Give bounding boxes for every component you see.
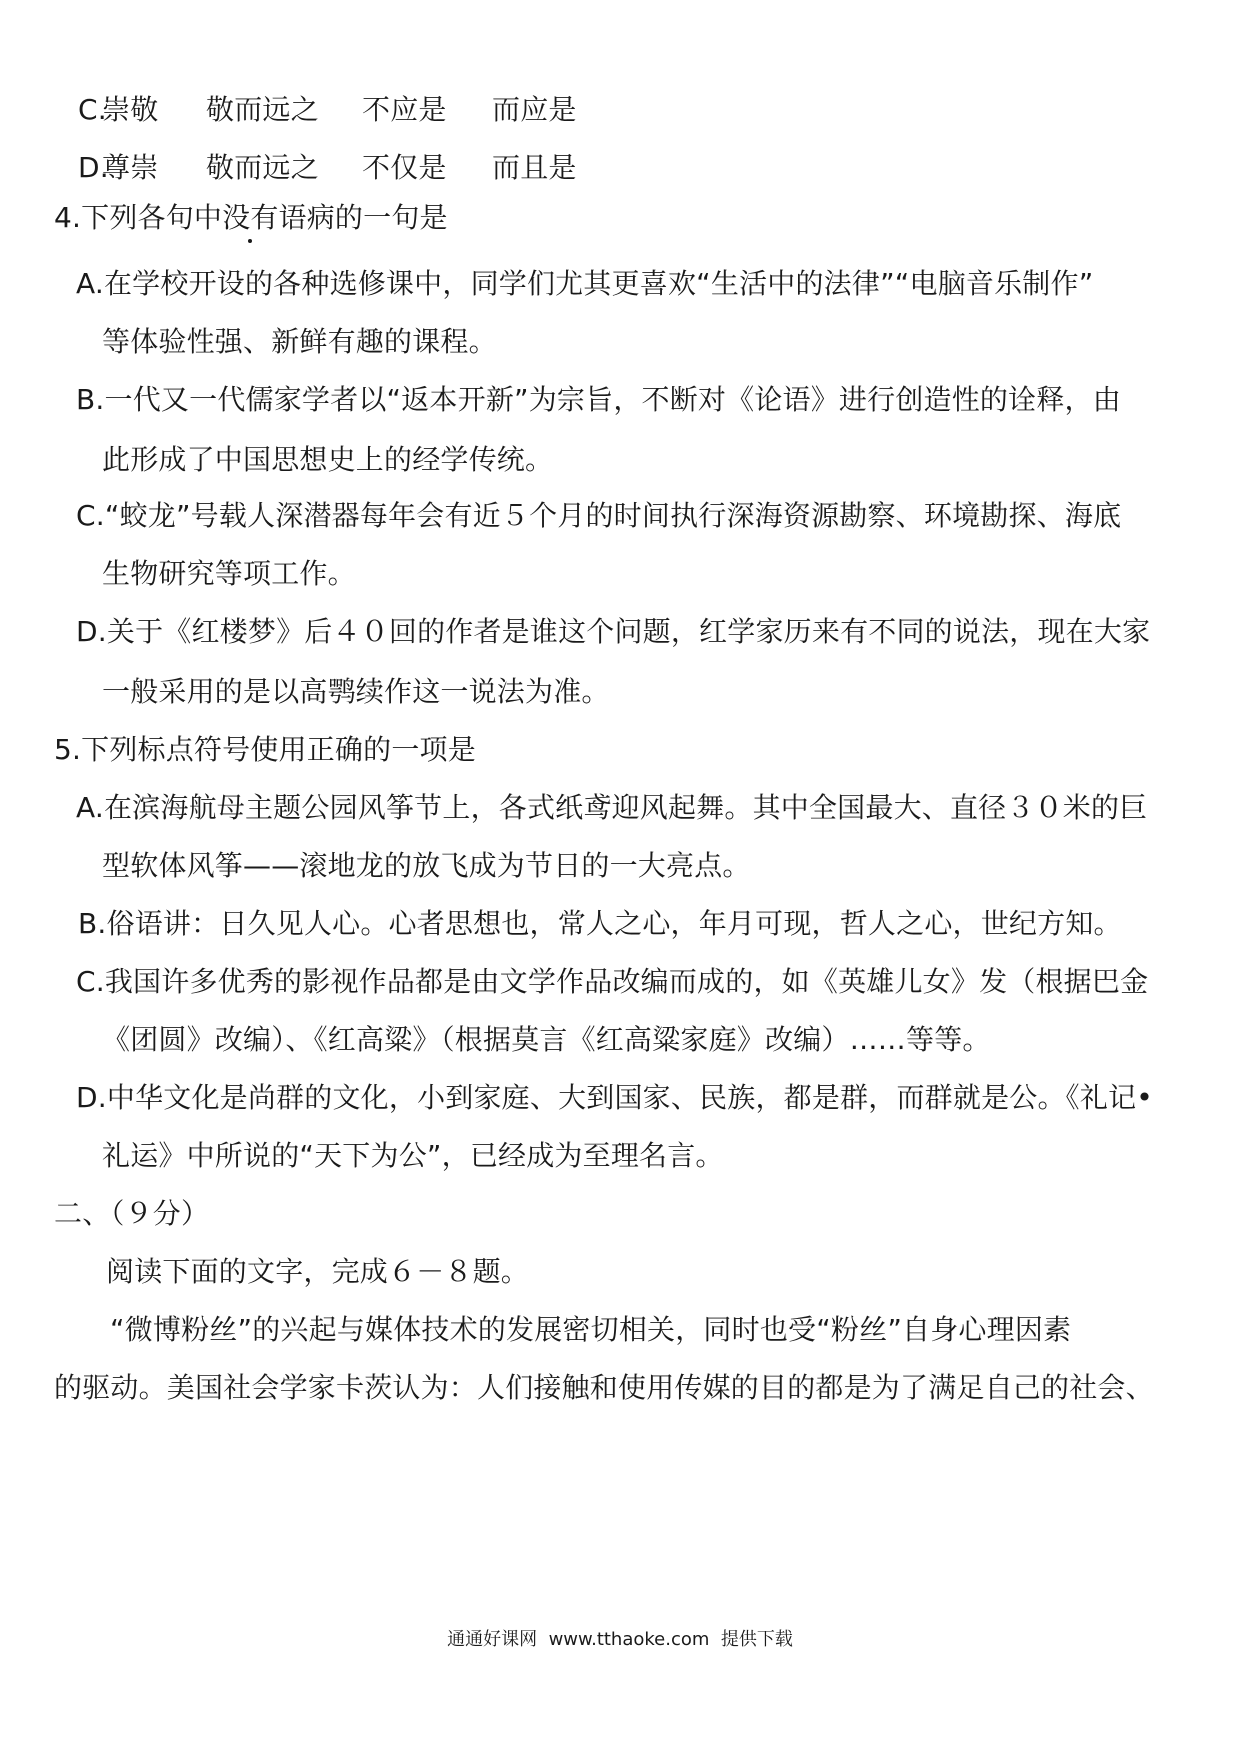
- q4-option-c-continuation: 生物研究等项工作。: [102, 557, 356, 590]
- q5-option-d: [76, 1080, 1153, 1116]
- q4-option-b: [76, 382, 1121, 418]
- q4-option-a: [76, 266, 1093, 302]
- q4-stem-emphasis: 没有: [222, 201, 279, 234]
- q5-option-a-continuation: 型软体风筝——滚地龙的放飞成为节日的一大亮点。: [102, 849, 751, 882]
- page-footer: [0, 1628, 1240, 1652]
- q3-option-d: [0, 150, 1240, 186]
- q4-option-a-text: 在学校开设的各种选修课中，同学们尤其更喜欢“生活中的法律”“电脑音乐制作”: [103, 267, 1094, 300]
- q5-option-a-label: A.: [76, 791, 104, 824]
- q3-option-c-word1: 崇敬: [102, 93, 159, 126]
- q5-option-d-continuation: 礼运》中所说的“天下为公”，已经成为至理名言。: [102, 1139, 724, 1172]
- q5-option-b: [78, 906, 1122, 942]
- q5-option-d-label: D.: [76, 1081, 107, 1114]
- q5-option-c-text: 我国许多优秀的影视作品都是由文学作品改编而成的，如《英雄儿女》发（根据巴金: [104, 965, 1149, 998]
- q5-option-b-text: 俗语讲：日久见人心。心者思想也，常人之心，年月可现，哲人之心，世纪方知。: [106, 907, 1122, 940]
- q3-option-c: [0, 92, 1240, 128]
- q4-stem-pre: 4.下列各句中: [54, 201, 223, 234]
- q3-option-d-word3: 不仅是: [362, 151, 447, 184]
- q4-option-c-text: “蛟龙”号载人深潜器每年会有近５个月的时间执行深海资源勘察、环境勘探、海底: [104, 499, 1122, 532]
- q4-option-a-continuation: 等体验性强、新鲜有趣的课程。: [102, 325, 497, 358]
- q5-option-c-label: C.: [76, 965, 105, 998]
- q5-option-c: [76, 964, 1148, 1000]
- passage-line-1: “微博粉丝”的兴起与媒体技术的发展密切相关，同时也受“粉丝”自身心理因素: [110, 1313, 1072, 1346]
- q3-option-c-word2: 敬而远之: [206, 93, 319, 126]
- q5-option-d-text: 中华文化是尚群的文化，小到家庭、大到国家、民族，都是群，而群就是公。《礼记•: [106, 1081, 1153, 1114]
- q4-option-b-label: B.: [76, 383, 105, 416]
- q4-option-d-label: D.: [76, 615, 107, 648]
- reading-instruction: 阅读下面的文字，完成６－８题。: [106, 1255, 530, 1288]
- q4-option-d: [76, 614, 1150, 650]
- q4-option-c: [76, 498, 1121, 534]
- q5-option-b-label: B.: [78, 907, 107, 940]
- q3-option-c-label: C.: [78, 93, 107, 126]
- q3-option-d-word1: 尊崇: [102, 151, 159, 184]
- q5-option-a: [76, 790, 1147, 826]
- q4-stem: [54, 200, 448, 236]
- q4-stem-post: 语病的一句是: [278, 201, 448, 234]
- footer-url: www.tthaoke.com: [548, 1629, 710, 1650]
- q5-option-c-continuation: 《团圆》改编）、《红高粱》（根据莫言《红高粱家庭》改编）……等等。: [102, 1023, 991, 1056]
- q4-option-b-text: 一代又一代儒家学者以“返本开新”为宗旨，不断对《论语》进行创造性的诠释，由: [104, 383, 1121, 416]
- q5-stem: 5.下列标点符号使用正确的一项是: [54, 733, 476, 766]
- passage-line-2: 的驱动。美国社会学家卡茨认为：人们接触和使用传媒的目的都是为了满足自己的社会、: [54, 1371, 1154, 1404]
- footer-suffix: 提供下载: [720, 1629, 793, 1650]
- q4-option-b-continuation: 此形成了中国思想史上的经学传统。: [102, 443, 554, 476]
- q3-option-d-word2: 敬而远之: [206, 151, 319, 184]
- q4-option-d-continuation: 一般采用的是以高鹗续作这一说法为准。: [102, 675, 610, 708]
- footer-site-name: 通通好课网: [447, 1629, 538, 1650]
- q4-option-d-text: 关于《红楼梦》后４０回的作者是谁这个问题，红学家历来有不同的说法，现在大家: [106, 615, 1151, 648]
- q5-option-a-text: 在滨海航母主题公园风筝节上，各式纸鸢迎风起舞。其中全国最大、直径３０米的巨: [103, 791, 1148, 824]
- q4-option-a-label: A.: [76, 267, 104, 300]
- section-heading: 二、（９分）: [54, 1197, 210, 1230]
- q3-option-d-label: D.: [78, 151, 109, 184]
- q3-option-d-word4: 而且是: [492, 151, 577, 184]
- q4-option-c-label: C.: [76, 499, 105, 532]
- q3-option-c-word3: 不应是: [362, 93, 447, 126]
- q3-option-c-word4: 而应是: [492, 93, 577, 126]
